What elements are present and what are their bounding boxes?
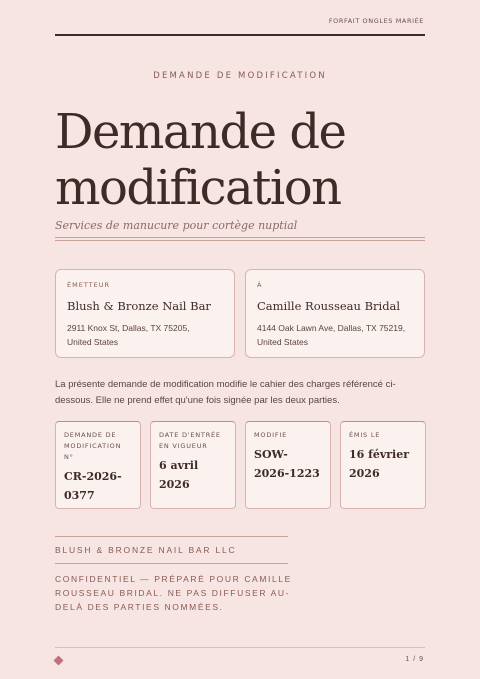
meta-label: MODIFIE — [254, 431, 288, 439]
confidential-notice: CONFIDENTIEL — PRÉPARÉ POUR CAMILLE ROUSSEAU BRIDAL. NE PAS DIFFUSER AU-DELÀ DES PARTIES NOMMÉES. — [55, 574, 292, 612]
header-rule — [55, 34, 425, 36]
meta-value: 16 février 2026 — [349, 448, 410, 480]
issuer-name: Blush & Bronze Nail Bar — [67, 299, 211, 313]
diamond-icon — [54, 656, 64, 666]
issuer-card — [55, 269, 235, 358]
recipient-address-line-2: United States — [257, 337, 309, 347]
recipient-address-line-1: 4144 Oak Lawn Ave, Dallas, TX 75219, — [257, 323, 406, 333]
company-rule-top — [55, 536, 288, 537]
meta-label: DATE D'ENTRÉE EN VIGUEUR — [159, 431, 221, 450]
title-line-2: modification — [55, 160, 341, 216]
meta-card-change-number — [55, 421, 141, 509]
company-rule-bottom — [55, 563, 288, 564]
title-divider — [55, 237, 425, 241]
meta-card-issued-on — [340, 421, 426, 509]
meta-value: CR-2026-0377 — [64, 470, 122, 502]
page-number: 1 / 9 — [405, 656, 424, 663]
footer-rule — [55, 647, 425, 648]
issuer-address-line-2: United States — [67, 337, 119, 347]
issuer-address — [67, 321, 223, 349]
meta-value: SOW-2026-1223 — [254, 448, 320, 480]
intro-paragraph: La présente demande de modification modifie le cahier des charges référencé ci-dessous. Elle ne prend effet qu'une fois signée par les deux parties. — [55, 379, 396, 406]
recipient-card — [245, 269, 425, 358]
recipient-address — [257, 321, 413, 349]
recipient-label: À — [257, 281, 263, 289]
meta-label: DEMANDE DE MODIFICATION N° — [64, 431, 122, 461]
header-tag: FORFAIT ONGLES MARIÉE — [328, 17, 424, 25]
recipient-name: Camille Rousseau Bridal — [257, 299, 401, 313]
eyebrow-label: DEMANDE DE MODIFICATION — [153, 71, 327, 81]
meta-value: 6 avril 2026 — [159, 459, 199, 491]
meta-card-effective-date — [150, 421, 236, 509]
meta-label: ÉMIS LE — [349, 431, 381, 439]
meta-card-modifies — [245, 421, 331, 509]
company-name: BLUSH & BRONZE NAIL BAR LLC — [55, 545, 237, 555]
page-title — [55, 104, 435, 216]
title-line-1: Demande de — [55, 104, 346, 160]
page-subtitle: Services de manucure pour cortège nuptial — [55, 219, 298, 232]
issuer-address-line-1: 2911 Knox St, Dallas, TX 75205, — [67, 323, 190, 333]
issuer-label: ÉMETTEUR — [67, 281, 111, 289]
